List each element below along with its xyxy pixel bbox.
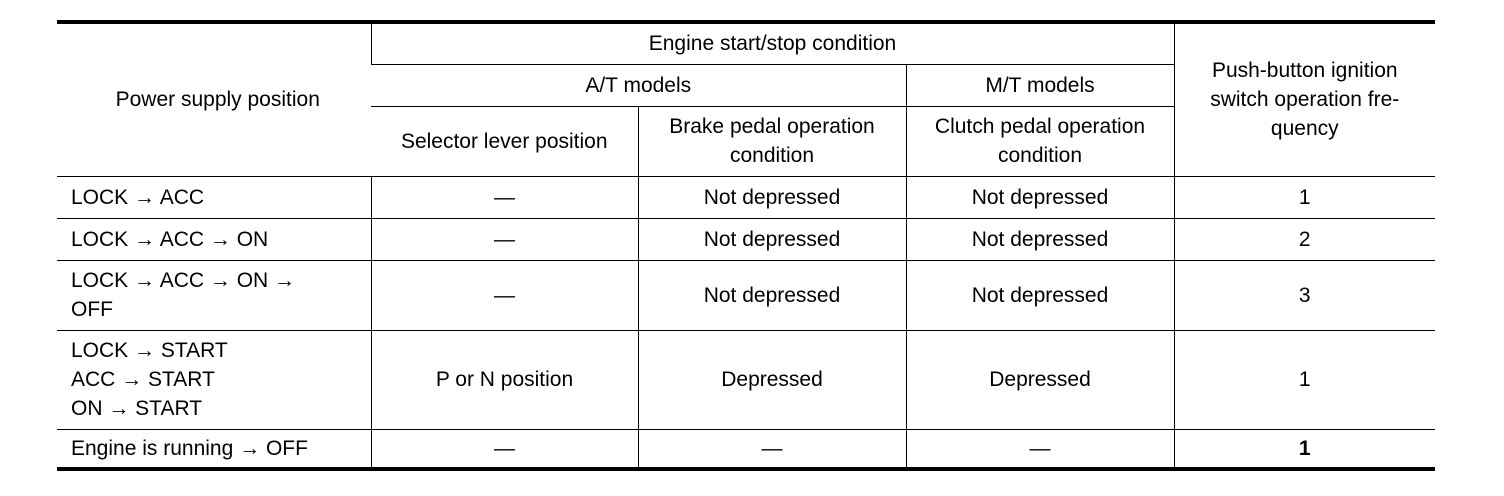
table-row	[57, 260, 1435, 330]
cell-frequency: 1	[1174, 176, 1435, 218]
header-selector-lever-position: Selector lever position	[371, 106, 638, 176]
header-clutch-line-1: Clutch pedal operation	[934, 115, 1146, 138]
position-line: OFF	[71, 298, 113, 321]
position-line: LOCK → START	[71, 339, 228, 362]
cell-power-position	[57, 218, 371, 260]
table-row	[57, 429, 1435, 469]
cell-selector: —	[371, 429, 638, 469]
position-line: Engine is running → OFF	[71, 436, 308, 460]
header-mt-models: M/T models	[906, 64, 1174, 106]
header-clutch-pedal-condition	[906, 106, 1174, 176]
cell-clutch: —	[906, 429, 1174, 469]
header-push-button-line-3: quency	[1270, 117, 1339, 141]
table-row	[57, 176, 1435, 218]
position-line: LOCK → ACC	[71, 185, 205, 209]
cell-selector: P or N position	[371, 330, 638, 429]
header-row-1	[57, 22, 1435, 64]
cell-selector: —	[371, 218, 638, 260]
cell-power-position	[57, 429, 371, 469]
header-power-supply-position: Power supply position	[57, 22, 371, 176]
cell-brake: —	[638, 429, 906, 469]
cell-power-position	[57, 176, 371, 218]
cell-brake: Not depressed	[638, 176, 906, 218]
position-line: ACC → START	[71, 368, 215, 391]
engine-start-stop-table	[57, 20, 1435, 471]
cell-frequency: 3	[1174, 260, 1435, 330]
header-brake-line-1: Brake pedal operation	[669, 115, 875, 138]
position-line: ON → START	[71, 397, 203, 420]
table-row	[57, 218, 1435, 260]
cell-brake: Not depressed	[638, 218, 906, 260]
header-clutch-line-2: condition	[997, 144, 1083, 167]
header-push-button-line-2: switch operation fre-	[1210, 88, 1400, 112]
table-row	[57, 330, 1435, 429]
cell-brake: Depressed	[638, 330, 906, 429]
cell-frequency: 1	[1174, 330, 1435, 429]
header-at-models: A/T models	[371, 64, 906, 106]
header-engine-start-stop-condition: Engine start/stop condition	[371, 22, 1174, 64]
position-line: LOCK → ACC → ON →	[71, 269, 296, 292]
header-brake-pedal-condition	[638, 106, 906, 176]
cell-clutch: Not depressed	[906, 260, 1174, 330]
header-push-button-line-1: Push-button ignition	[1211, 59, 1398, 83]
cell-clutch: Not depressed	[906, 218, 1174, 260]
cell-frequency: 2	[1174, 218, 1435, 260]
cell-brake: Not depressed	[638, 260, 906, 330]
cell-clutch: Depressed	[906, 330, 1174, 429]
cell-power-position	[57, 330, 371, 429]
header-brake-line-2: condition	[729, 144, 815, 167]
header-push-button-frequency	[1174, 22, 1435, 176]
cell-clutch: Not depressed	[906, 176, 1174, 218]
position-line: LOCK → ACC → ON	[71, 227, 269, 251]
cell-power-position	[57, 260, 371, 330]
cell-selector: —	[371, 260, 638, 330]
cell-frequency: 1	[1174, 429, 1435, 469]
cell-selector: —	[371, 176, 638, 218]
